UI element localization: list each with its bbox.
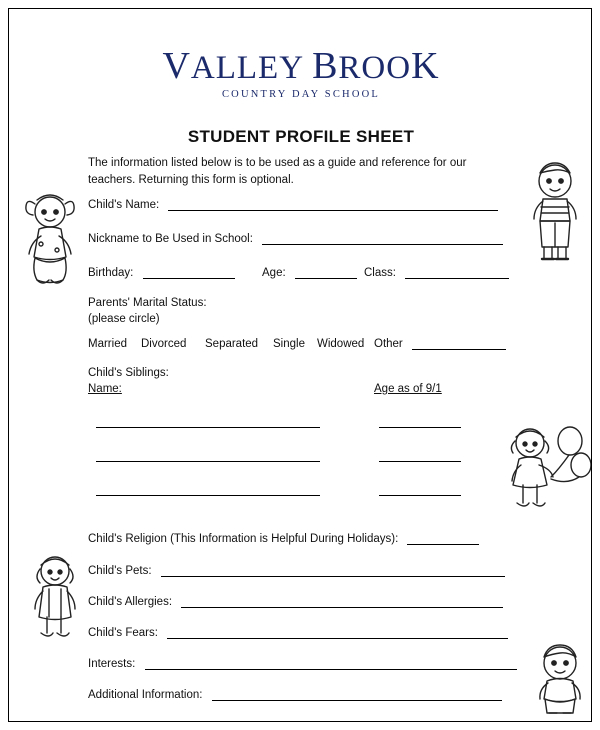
additional-info-input[interactable] — [212, 689, 502, 701]
sibling-age-input-3[interactable] — [379, 495, 461, 496]
marital-option-other-label[interactable]: Other — [374, 338, 403, 350]
field-nickname-label: Nickname to Be Used in School: — [88, 233, 253, 245]
child-drawing-girl-sitting — [21, 184, 79, 294]
religion-input[interactable] — [407, 533, 479, 545]
child-drawing-boy-crouching — [531, 639, 589, 719]
marital-option-married[interactable]: Married — [88, 338, 127, 350]
fears-input[interactable] — [167, 627, 508, 639]
allergies-input[interactable] — [181, 596, 503, 608]
sibling-name-input-2[interactable] — [96, 461, 320, 462]
marital-status-instruction: (please circle) — [88, 313, 160, 325]
sibling-name-input-1[interactable] — [96, 427, 320, 428]
child-drawing-girl-apron — [27, 549, 83, 653]
pets-input[interactable] — [161, 565, 505, 577]
field-age — [262, 267, 357, 279]
field-fears — [88, 627, 508, 639]
field-birthday-label: Birthday: — [88, 267, 134, 279]
child-drawing-girl-with-balloons — [505, 419, 591, 527]
field-pets — [88, 565, 505, 577]
marital-option-widowed[interactable]: Widowed — [317, 338, 365, 350]
siblings-heading: Child's Siblings: — [88, 367, 169, 379]
field-child-name — [88, 199, 498, 211]
marital-other-input[interactable] — [412, 338, 506, 350]
nickname-input[interactable] — [262, 233, 503, 245]
field-religion — [88, 533, 479, 545]
marital-option-single[interactable]: Single — [273, 338, 305, 350]
field-interests — [88, 658, 517, 670]
child-drawing-boy-standing — [525, 157, 585, 269]
sibling-name-input-3[interactable] — [96, 495, 320, 496]
field-additional-info-label: Additional Information: — [88, 689, 203, 701]
age-input[interactable] — [295, 267, 357, 279]
school-logo — [9, 47, 593, 100]
siblings-name-column-header: Name: — [88, 383, 122, 395]
field-fears-label: Child's Fears: — [88, 627, 158, 639]
page-title: STUDENT PROFILE SHEET — [187, 127, 415, 146]
field-birthday — [88, 267, 235, 279]
marital-option-separated[interactable]: Separated — [205, 338, 259, 350]
field-nickname — [88, 233, 503, 245]
sibling-age-input-1[interactable] — [379, 427, 461, 428]
school-logo-subtitle: COUNTRY DAY SCHOOL — [221, 89, 381, 100]
field-allergies — [88, 596, 503, 608]
field-class-label: Class: — [364, 267, 396, 279]
marital-option-divorced[interactable]: Divorced — [141, 338, 187, 350]
child-name-input[interactable] — [168, 199, 498, 211]
marital-status-heading: Parents' Marital Status: — [88, 297, 207, 309]
field-child-name-label: Child's Name: — [88, 199, 160, 211]
form-sheet — [8, 8, 592, 722]
interests-input[interactable] — [145, 658, 517, 670]
siblings-age-column-header: Age as of 9/1 — [374, 383, 442, 395]
birthday-input[interactable] — [143, 267, 235, 279]
intro-paragraph: The information listed below is to be used as a guide and reference for our teachers. Returning this form is optional. — [88, 157, 467, 186]
field-religion-label: Child's Religion (This Information is Helpful During Holidays): — [88, 533, 399, 545]
marital-option-other — [374, 338, 506, 350]
sibling-age-input-2[interactable] — [379, 461, 461, 462]
field-interests-label: Interests: — [88, 658, 136, 670]
field-class — [364, 267, 509, 279]
school-logo-name: VALLEY BROOK — [162, 45, 440, 87]
field-additional-info — [88, 689, 502, 701]
field-pets-label: Child's Pets: — [88, 565, 152, 577]
field-age-label: Age: — [262, 267, 286, 279]
class-input[interactable] — [405, 267, 509, 279]
field-allergies-label: Child's Allergies: — [88, 596, 173, 608]
